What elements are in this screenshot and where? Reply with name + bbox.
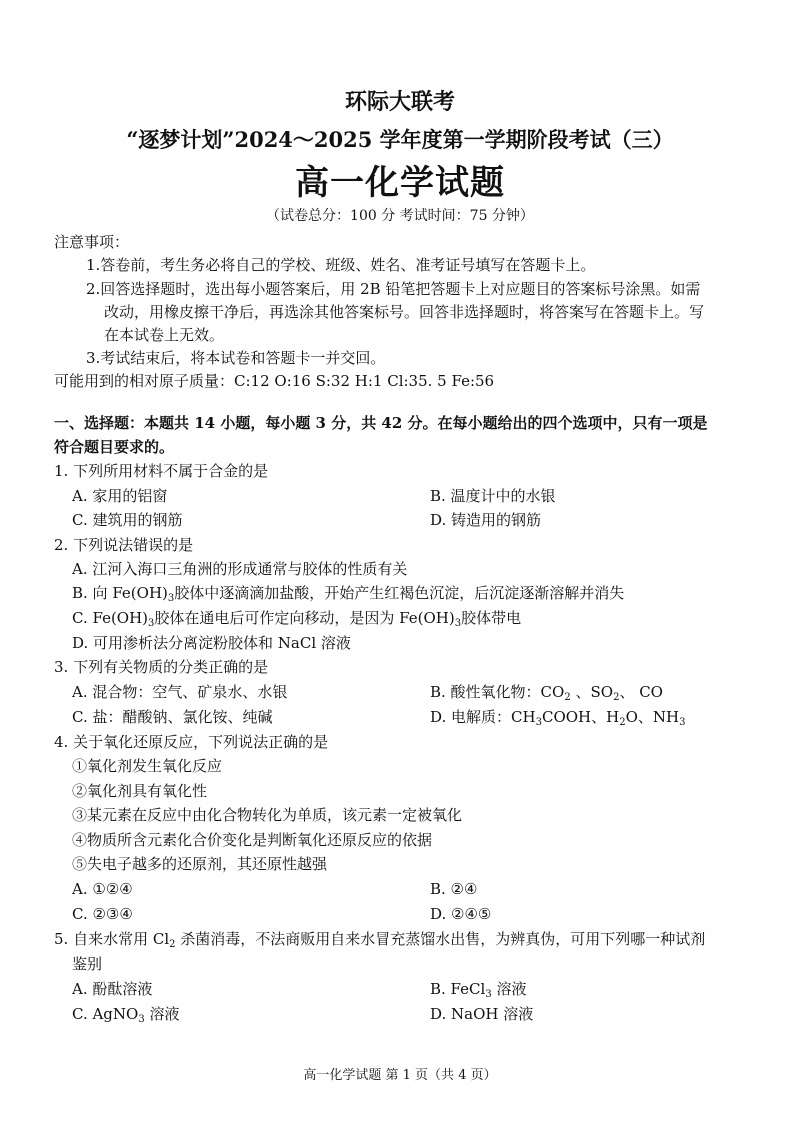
q2-option-b-post: 胶体中逐滴滴加盐酸，开始产生红褐色沉淀，后沉淀逐渐溶解并消失 <box>174 584 625 602</box>
q4-stem: 4. 关于氧化还原反应，下列说法正确的是 <box>54 733 329 751</box>
q5-stem-line-2: 鉴别 <box>72 955 103 973</box>
q3-option-b-pre: B. 酸性氧化物：CO <box>430 683 565 701</box>
note-2-line-2: 改动，用橡皮擦干净后，再选涂其他答案标号。回答非选择题时，将答案写在答题卡上。写 <box>104 303 705 321</box>
q4-statement-4: ④物质所含元素化合价变化是判断氧化还原反应的依据 <box>72 831 433 849</box>
q5-option-b-post: 溶液 <box>491 980 527 998</box>
q2-option-c-sub2: 3 <box>454 618 462 629</box>
q4-option-a: A. ①②④ <box>72 880 133 898</box>
q5-option-b-pre: B. FeCl <box>430 980 486 998</box>
notes-title: 注意事项： <box>54 233 130 251</box>
q1-option-a: A. 家用的铝窗 <box>72 487 168 505</box>
q3-option-d-sub2: 2 <box>619 717 626 728</box>
q4-option-b: B. ②④ <box>430 880 478 898</box>
q2-option-c-sub: 3 <box>148 618 155 629</box>
q3-option-d-mid1: COOH、H <box>541 708 620 726</box>
q3-option-d <box>430 707 685 727</box>
q5-option-a: A. 酚酞溶液 <box>72 980 153 998</box>
note-1: 1.答卷前，考生务必将自己的学校、班级、姓名、准考证号填写在答题卡上。 <box>86 256 596 274</box>
q3-option-d-sub3: 3 <box>679 717 686 728</box>
q2-option-c-mid: 胶体在通电后可作定向移动，是因为 Fe(OH) <box>154 609 455 627</box>
q4-statement-1: ①氧化剂发生氧化反应 <box>72 757 223 775</box>
q3-option-b-sub1: 2 <box>564 692 571 703</box>
q3-option-d-pre: D. 电解质：CH <box>430 708 536 726</box>
q3-option-b-mid: 、SO <box>570 683 614 701</box>
q3-option-b <box>430 682 663 702</box>
q5-option-c-pre: C. AgNO <box>72 1005 139 1023</box>
q4-statement-5: ⑤失电子越多的还原剂，其还原性越强 <box>72 855 328 873</box>
q2-option-d: D. 可用渗析法分离淀粉胶体和 NaCl 溶液 <box>72 634 351 652</box>
section-1-title-line-2: 符合题目要求的。 <box>54 438 175 456</box>
q2-option-b-sub: 3 <box>167 593 175 604</box>
q4-statement-2: ②氧化剂具有氧化性 <box>72 782 208 800</box>
q4-statement-3: ③某元素在反应中由化合物转化为单质，该元素一定被氧化 <box>72 806 463 824</box>
q2-stem: 2. 下列说法错误的是 <box>54 536 194 554</box>
q5-option-b <box>430 979 526 999</box>
q2-option-c-post: 胶体带电 <box>461 609 522 627</box>
q2-option-b-pre: B. 向 Fe(OH) <box>72 584 168 602</box>
section-1-title-line-1: 一、选择题：本题共 14 小题，每小题 3 分，共 42 分。在每小题给出的四个选项中，只有一项是 <box>54 414 708 432</box>
exam-title: “逐梦计划”2024～2025 学年度第一学期阶段考试（三） <box>126 127 674 152</box>
q5-stem-line-1 <box>54 929 705 949</box>
q3-option-c: C. 盐：醋酸钠、氯化铵、纯碱 <box>72 708 273 726</box>
q3-option-a: A. 混合物：空气、矿泉水、水银 <box>72 683 288 701</box>
q1-option-d: D. 铸造用的钢筋 <box>430 511 542 529</box>
q5-stem-post: 杀菌消毒，不法商贩用自来水冒充蒸馏水出售，为辨真伪，可用下列哪一种试剂 <box>175 930 706 948</box>
org-title: 环际大联考 <box>344 89 455 115</box>
q3-option-b-sub2: 2 <box>613 692 620 703</box>
q3-stem: 3. 下列有关物质的分类正确的是 <box>54 658 269 676</box>
q1-option-c: C. 建筑用的钢筋 <box>72 511 183 529</box>
q2-option-c-pre: C. Fe(OH) <box>72 609 149 627</box>
q3-option-d-sub1: 3 <box>535 717 542 728</box>
score-info: （试卷总分：100 分 考试时间：75 分钟） <box>266 208 534 224</box>
q3-option-b-post: 、 CO <box>619 683 663 701</box>
q5-option-c-sub: 3 <box>138 1014 145 1025</box>
q5-option-c-post: 溶液 <box>144 1005 180 1023</box>
q5-option-c <box>72 1004 180 1024</box>
q1-stem: 1. 下列所用材料不属于合金的是 <box>54 462 269 480</box>
q2-option-a: A. 江河入海口三角洲的形成通常与胶体的性质有关 <box>72 560 408 578</box>
note-2-line-3: 在本试卷上无效。 <box>104 326 225 344</box>
q2-option-c <box>72 608 521 628</box>
q4-option-d: D. ②④⑤ <box>430 905 492 923</box>
q5-stem-sub: 2 <box>169 939 176 950</box>
q5-stem-pre: 5. 自来水常用 Cl <box>54 930 170 948</box>
page-footer: 高一化学试题 第 1 页（共 4 页） <box>303 1068 497 1083</box>
subject-title: 高一化学试题 <box>295 163 505 203</box>
note-2-line-1: 2.回答选择题时，选出每小题答案后，用 2B 铅笔把答题卡上对应题目的答案标号涂黑。如需 <box>86 280 701 298</box>
q5-option-d: D. NaOH 溶液 <box>430 1005 534 1023</box>
note-3: 3.考试结束后，将本试卷和答题卡一并交回。 <box>86 349 386 367</box>
atomic-mass-line: 可能用到的相对原子质量：C:12 O:16 S:32 H:1 Cl:35. 5 Fe:56 <box>54 372 495 390</box>
q4-option-c: C. ②③④ <box>72 905 133 923</box>
q1-option-b: B. 温度计中的水银 <box>430 487 556 505</box>
q2-option-b <box>72 583 624 603</box>
q3-option-d-mid2: O、NH <box>625 708 680 726</box>
q5-option-b-sub: 3 <box>485 989 492 1000</box>
